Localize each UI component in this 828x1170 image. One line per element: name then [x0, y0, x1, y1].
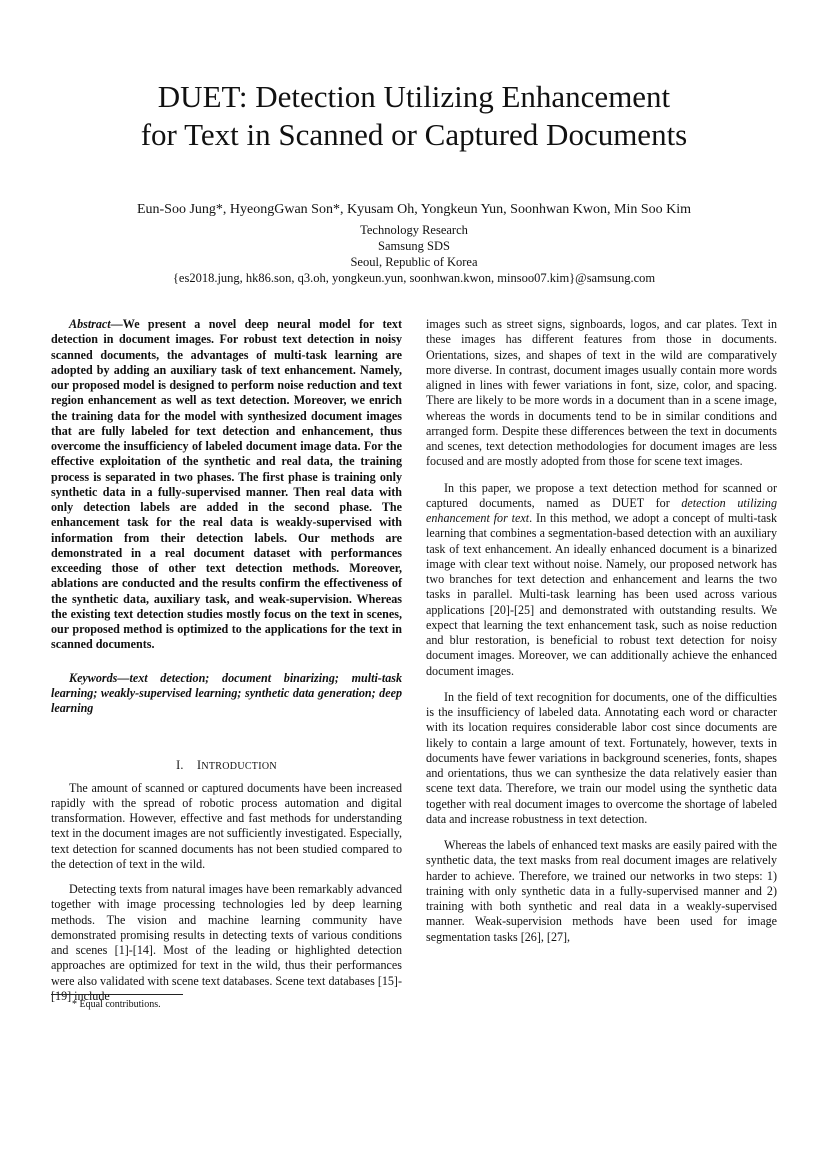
body-paragraph: images such as street signs, signboards, logos, and car plates. Text in these images has different features from those in documents. Orientations, sizes, and shapes of text in the wild are comparatively more diverse. In contrast, document images usually contain more words aligned in lines with fewer variations in font, size, color, and spacing. There are likely to be more words in a document than in a scene image, whereas the words in documents tend to be in similar conditions and arranged form. Despite these differences between the text in documents and scenes, text detection methodologies for document images are less focused and are mostly adopted from those for scene text images. [426, 317, 777, 469]
footnote-divider [51, 994, 183, 995]
abstract [51, 317, 402, 653]
body-paragraph [426, 481, 777, 679]
affiliation-org: Samsung SDS [378, 239, 450, 253]
abstract-text: —We present a novel deep neural model for text detection in document images. For robust text detection in noisy scanned documents, the advantages of multi-task learning are adopted by adding an auxiliary task of text enhancement. Namely, our proposed model is designed to perform noise reduction and text region enhancement as well as text detection. Moreover, we enrich the training data for the model with synthesized document images that are fully labeled for text detection and enhancement, thus overcome the insufficiency of labeled document image data. For the effective exploitation of the synthetic and real data, the training process is separated in two phases. The first phase is training only synthetic data in a fully-supervised manner. Then real data with only detection labels are added in the second phase. The enhancement task for the real data is weakly-supervised with information from their detection labels. Our methods are demonstrated in a real document dataset with performances exceeding those of other text detection methods. Moreover, ablations are conducted and the results confirm the effectiveness of the synthetic data, auxiliary task, and weak-supervision. Whereas the existing text detection studies mostly focus on the text in scenes, our proposed method is optimized to the applications for the text in scanned documents. [51, 317, 402, 652]
body-paragraph: Whereas the labels of enhanced text masks are easily paired with the synthetic data, the text masks from real document images are relatively harder to achieve. Therefore, we trained our networks in two steps: 1) training with only synthetic data in a fully-supervised manner and 2) training with both synthetic and real data in a weakly-supervised manner. Weak-supervision methods have been used for image segmentation tasks [26], [27], [426, 838, 777, 944]
abstract-lead: Abstract [69, 317, 111, 331]
section-title-initial: I [197, 758, 202, 773]
affiliation-block [0, 222, 828, 286]
author-list: Eun-Soo Jung*, HyeongGwan Son*, Kyusam Oh, Yongkeun Yun, Soonhwan Kwon, Min Soo Kim [136, 202, 692, 217]
left-column [51, 317, 402, 1010]
right-column [426, 317, 777, 951]
affiliation-dept: Technology Research [360, 223, 468, 237]
title-line-1: DUET: Detection Utilizing Enhancement [157, 79, 671, 114]
section-title-rest: NTRODUCTION [201, 761, 277, 773]
duet-expansion: detection utilizing enhancement for text [426, 495, 777, 525]
affiliation-location: Seoul, Republic of Korea [350, 255, 478, 269]
affiliation-emails: {es2018.jung, hk86.son, q3.oh, yongkeun.yun, soonhwan.kwon, minsoo07.kim}@samsung.com [172, 271, 656, 285]
body-text: . In this method, we adopt a concept of multi-task learning that combines a segmentation-based detection with an auxiliary task of text enhancement. An ideally enhanced document is a binarized image with clear text without noise. Namely, our proposed network has two branches for text detection and enhancement and learns the two tasks in parallel. Multi-task learning has been used across various applications [20]-[25] and demonstrated with outstanding results. We expect that learning the text enhancement task, such as noise reduction and blur restoration, is beneficial to robust text detection for noisy document images. Moreover, we can additionally achieve the enhanced document images. [426, 511, 778, 678]
body-text: In this paper, we propose a text detection method for scanned or captured documents, named as DUET for [426, 480, 777, 510]
section-number: I. [176, 758, 184, 773]
keywords: Keywords—text detection; document binarizing; multi-task learning; weakly-supervised learning; synthetic data generation; deep learning [51, 670, 402, 715]
title-line-2: for Text in Scanned or Captured Documents [140, 117, 688, 152]
intro-paragraph: Detecting texts from natural images have been remarkably advanced together with image processing technologies led by deep learning methods. The vision and machine learning community have demonstrated promising results in detecting texts of various conditions and scenes [1]-[14]. Most of the leading or highlighted detection approaches are optimized for text in the wild, thus their performances were also validated with scene text databases. Scene text databases [15]-[19] include [51, 882, 402, 1003]
paper-title [0, 78, 828, 154]
body-paragraph: In the field of text recognition for documents, one of the difficulties is the insufficiency of labeled data. Annotating each word or character with its location requires considerable labor cost since documents are likely to contain a large amount of text. Fortunately, however, texts in documents have fewer variations in background sceneries, fonts, shapes and orientations, thus we can synthesize the data relatively easier than scene text data. Therefore, we train our model using the synthetic data together with real document images to overcome the shortage of labeled data and increase robustness in text detection. [426, 689, 777, 826]
footnote: * Equal contributions. [72, 999, 161, 1010]
section-heading [51, 758, 402, 774]
intro-paragraph: The amount of scanned or captured documents have been increased rapidly with the spread of robotic process automation and digital transformation. However, effective and fast methods for understanding text in the document images are not sufficiently investigated. Especially, text detection for scanned documents has not been studied compared to the detection of text in the wild. [51, 780, 402, 871]
